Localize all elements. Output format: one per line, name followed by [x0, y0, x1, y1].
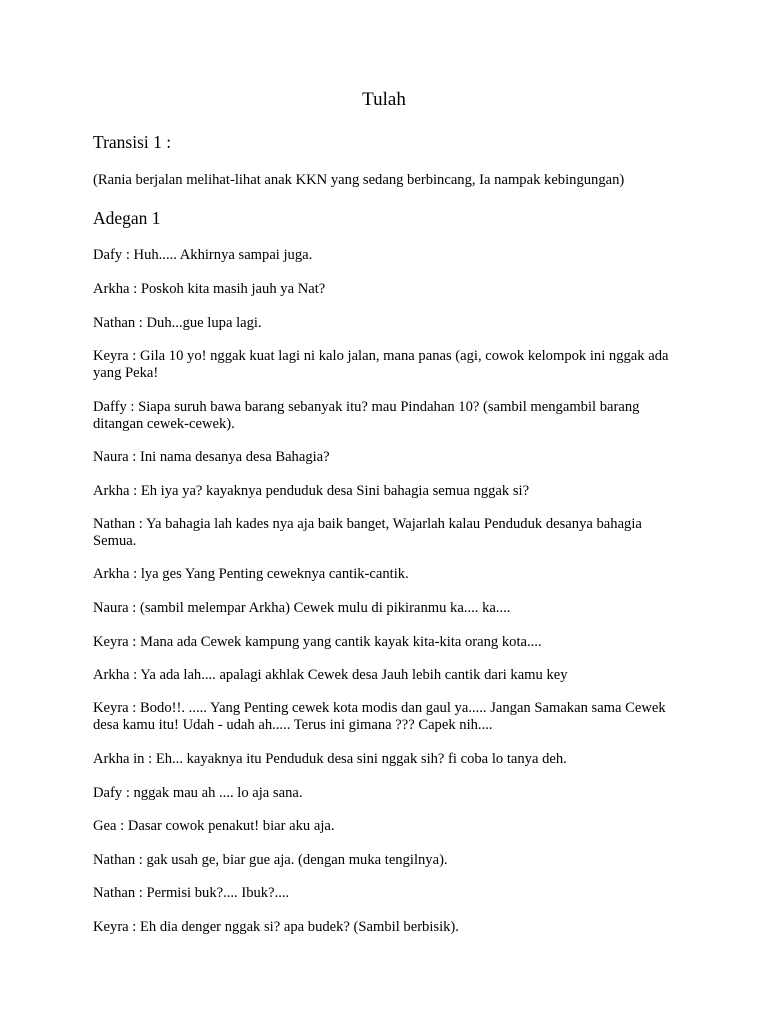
dialogue-line: Arkha in : Eh... kayaknya itu Penduduk desa sini nggak sih? fi coba lo tanya deh. [93, 751, 567, 767]
dialogue-line: Arkha : Poskoh kita masih jauh ya Nat? [93, 281, 326, 297]
dialogue-line: Gea : Dasar cowok penakut! biar aku aja. [93, 818, 335, 834]
dialogue-line: Naura : Ini nama desanya desa Bahagia? [93, 449, 330, 465]
dialogue-line: Nathan : Duh...gue lupa lagi. [93, 315, 262, 331]
dialogue-line: Nathan : Permisi buk?.... Ibuk?.... [93, 885, 290, 901]
dialogue-line: Keyra : Eh dia denger nggak si? apa budek? (Sambil berbisik). [93, 919, 459, 935]
dialogue-line: Keyra : Mana ada Cewek kampung yang cantik kayak kita-kita orang kota.... [93, 634, 542, 650]
stage-direction: (Rania berjalan melihat-lihat anak KKN yang sedang berbincang, Ia nampak kebingungan) [93, 172, 625, 188]
dialogue-line: Keyra : Bodo!!. ..... Yang Penting cewek kota modis dan gaul ya..... Jangan Samakan sama Cewek desa kamu itu! Udah - udah ah..... Terus ini gimana ??? Capek nih.... [93, 700, 666, 733]
dialogue-line: Keyra : Gila 10 yo! nggak kuat lagi ni kalo jalan, mana panas (agi, cowok kelompok ini nggak ada yang Peka! [93, 348, 669, 381]
section-heading-transisi: Transisi 1 : [93, 132, 172, 152]
dialogue-line: Nathan : gak usah ge, biar gue aja. (dengan muka tengilnya). [93, 852, 448, 868]
document-title: Tulah [362, 89, 406, 110]
dialogue-line: Arkha : Ya ada lah.... apalagi akhlak Cewek desa Jauh lebih cantik dari kamu key [93, 667, 568, 683]
dialogue-line: Dafy : Huh..... Akhirnya sampai juga. [93, 247, 313, 263]
dialogue-line: Dafy : nggak mau ah .... lo aja sana. [93, 785, 303, 801]
section-heading-adegan: Adegan 1 [93, 208, 161, 228]
dialogue-line: Arkha : Eh iya ya? kayaknya penduduk desa Sini bahagia semua nggak si? [93, 483, 530, 499]
dialogue-line: Nathan : Ya bahagia lah kades nya aja baik banget, Wajarlah kalau Penduduk desanya bahagia Semua. [93, 516, 642, 549]
dialogue-line: Naura : (sambil melempar Arkha) Cewek mulu di pikiranmu ka.... ka.... [93, 600, 511, 616]
dialogue-line: Arkha : lya ges Yang Penting ceweknya cantik-cantik. [93, 566, 409, 582]
dialogue-line: Daffy : Siapa suruh bawa barang sebanyak itu? mau Pindahan 10? (sambil mengambil barang ditangan cewek-cewek). [93, 399, 640, 432]
